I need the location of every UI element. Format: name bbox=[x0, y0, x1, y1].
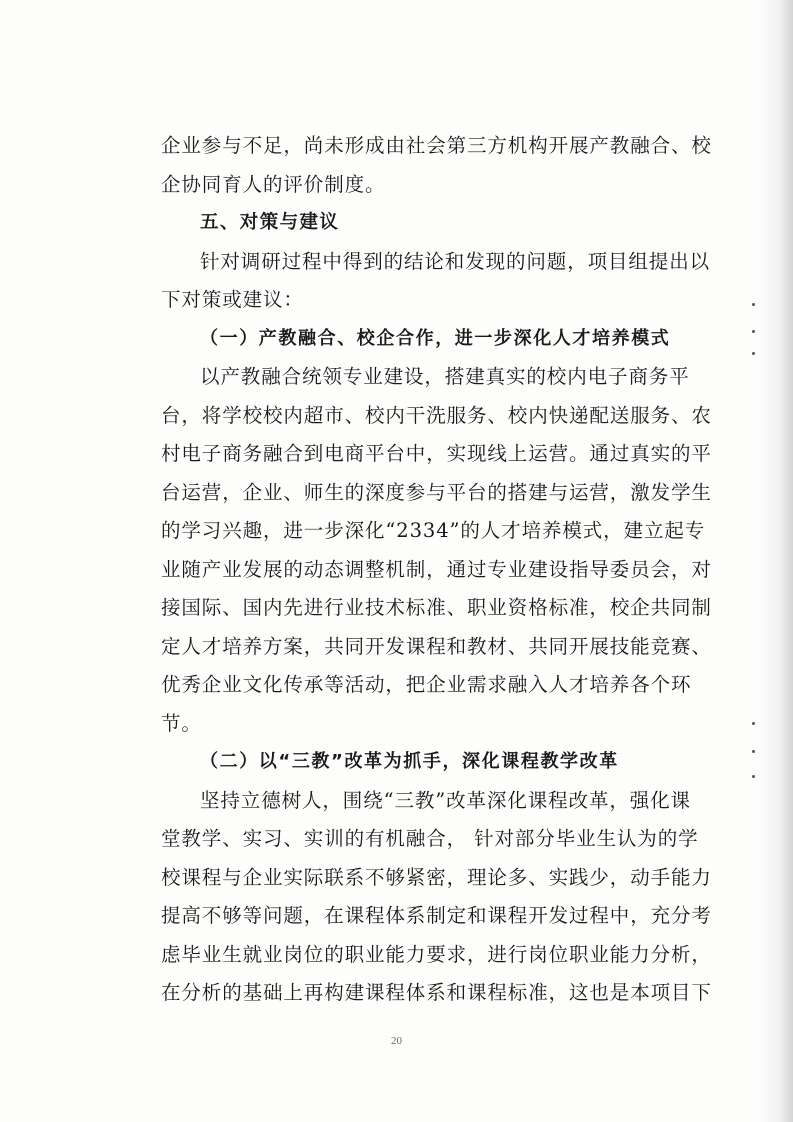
paragraph-line: 校课程与企业实际联系不够紧密，理论多、实践少，动手能力 bbox=[161, 865, 712, 889]
paragraph-line: 村电子商务融合到电商平台中，实现线上运营。通过真实的平 bbox=[161, 442, 712, 465]
paragraph-line: 优秀企业文化传承等活动，把企业需求融入人才培养各个环 bbox=[161, 673, 692, 696]
paragraph-line: 企业参与不足，尚未形成由社会第三方机构开展产教融合、校 bbox=[161, 134, 712, 157]
scan-dot bbox=[752, 722, 755, 725]
paragraph-line: 坚持立德树人，围绕“三教”改革深化课程改革，强化课 bbox=[200, 788, 691, 812]
paragraph-line: 在分析的基础上再构建课程体系和课程标准，这也是本项目下 bbox=[161, 981, 712, 1004]
document-body bbox=[161, 127, 713, 1013]
scan-dot bbox=[752, 750, 755, 753]
paragraph-line: 以产教融合统领专业建设，搭建真实的校内电子商务平 bbox=[200, 365, 690, 388]
paragraph-line: 节。 bbox=[161, 711, 202, 735]
paragraph-line: 下对策或建议： bbox=[161, 288, 304, 311]
scan-dot bbox=[752, 303, 755, 306]
section-heading: 五、对策与建议 bbox=[200, 212, 340, 233]
paragraph-line: 接国际、国内先进行业技术标准、职业资格标准，校企共同制 bbox=[161, 596, 712, 619]
subsection-heading: （一）产教融合、校企合作，进一步深化人才培养模式 bbox=[200, 327, 671, 349]
paragraph-line: 提高不够等问题，在课程体系制定和课程开发过程中，充分考 bbox=[161, 904, 712, 927]
paragraph-line: 的学习兴趣，进一步深化“2334”的人才培养模式，建立起专 bbox=[161, 519, 706, 542]
paragraph-line: 台，将学校校内超市、校内干洗服务、校内快递配送服务、农 bbox=[161, 403, 712, 427]
paragraph-line: 业随产业发展的动态调整机制，通过专业建设指导委员会，对 bbox=[161, 557, 712, 581]
paragraph-line: 堂教学、实习、实训的有机融合， 针对部分毕业生认为的学 bbox=[161, 827, 699, 850]
paragraph-line: 针对调研过程中得到的结论和发现的问题，项目组提出以 bbox=[200, 249, 711, 273]
paragraph-line: 虑毕业生就业岗位的职业能力要求，进行岗位职业能力分析， bbox=[161, 942, 712, 966]
scan-dot bbox=[752, 775, 755, 778]
subsection-heading: （二）以“三教”改革为抓手，深化课程教学改革 bbox=[200, 751, 619, 772]
scan-dot bbox=[752, 330, 755, 333]
paragraph-line: 台运营，企业、师生的深度参与平台的搭建与运营，激发学生 bbox=[161, 480, 712, 504]
paragraph-line: 定人才培养方案，共同开发课程和教材、共同开展技能竞赛、 bbox=[161, 634, 712, 658]
paragraph-line: 企协同育人的评价制度。 bbox=[161, 172, 386, 196]
scan-dot bbox=[752, 352, 755, 355]
page-number: 20 bbox=[391, 1035, 402, 1047]
scan-edge-shadow bbox=[759, 0, 793, 1122]
